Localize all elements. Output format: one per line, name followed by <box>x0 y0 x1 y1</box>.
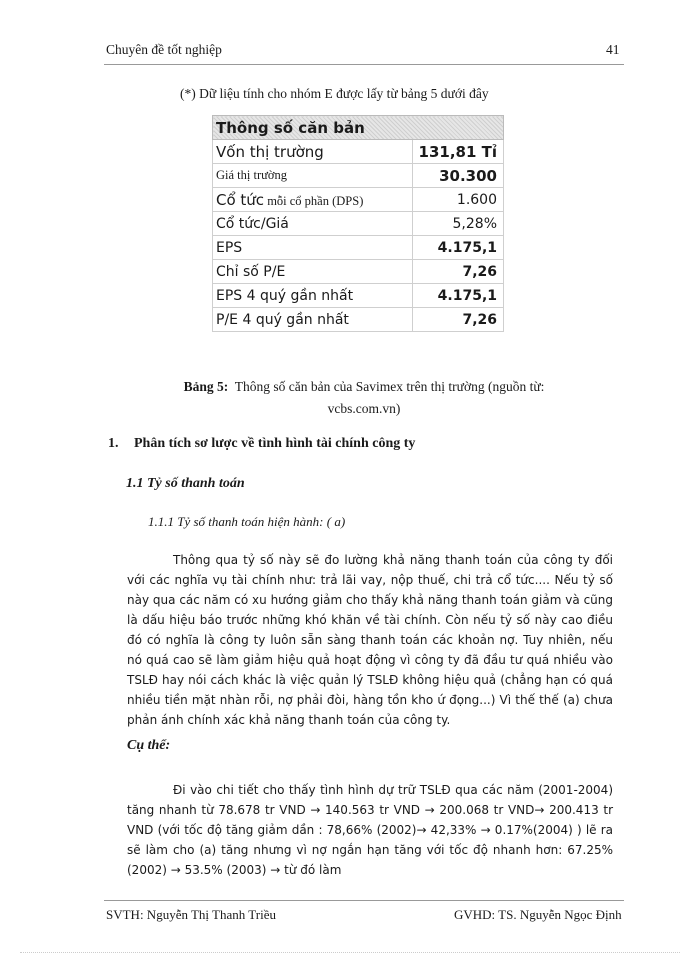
row-value: 7,26 <box>413 308 504 332</box>
body-paragraph-2: Đi vào chi tiết cho thấy tình hình dự trữ TSLĐ qua các năm (2001-2004) tăng nhanh từ 78.678 tr VND → 140.563 tr VND → 200.068 tr VND→ 200.413 tr VND (với tốc độ tăng giảm dần : 78,66% (2002)→ 42,33% → 0.17%(2004) ) lẽ ra sẽ làm cho (a) tăng nhưng vì nợ ngắn hạn tăng với tốc độ nhanh hơn: 67.25% (2002) → 53.5% (2003) → từ đó làm <box>127 783 613 877</box>
row-value: 4.175,1 <box>413 284 504 308</box>
row-label: Chỉ số P/E <box>213 260 413 284</box>
row-value: 30.300 <box>413 164 504 188</box>
subsubsection-heading: 1.1.1 Tỷ số thanh toán hiện hành: ( a) <box>148 514 346 529</box>
footer-advisor: GVHD: TS. Nguyễn Ngọc Định <box>454 907 622 922</box>
table-caption <box>104 376 624 420</box>
row-value: 7,26 <box>413 260 504 284</box>
row-label: Cổ tức/Giá <box>213 212 413 236</box>
row-label-sub: mỗi cổ phần (DPS) <box>264 193 364 208</box>
row-label-main: Cổ tức <box>216 190 265 209</box>
row-label: P/E 4 quý gần nhất <box>213 308 413 332</box>
cu-the-label: Cụ thể: <box>127 738 171 753</box>
subsection-heading: 1.1 Tỷ số thanh toán <box>126 476 245 491</box>
basic-parameters-table <box>212 115 504 332</box>
row-label: EPS <box>213 236 413 260</box>
caption-text: Thông số căn bản của Savimex trên thị trường (nguồn từ: <box>234 379 545 394</box>
running-header-title: Chuyên đề tốt nghiệp <box>106 42 222 57</box>
header-divider <box>104 64 624 65</box>
section-title: Phân tích sơ lược về tình hình tài chính công ty <box>134 436 416 451</box>
row-value: 1.600 <box>413 188 504 212</box>
body-paragraph <box>127 550 613 730</box>
table-row <box>213 260 504 284</box>
table-row <box>213 164 504 188</box>
row-value: 131,81 Tỉ <box>413 140 504 164</box>
table-header-row <box>213 116 504 140</box>
page-number: 41 <box>606 42 620 57</box>
row-value: 4.175,1 <box>413 236 504 260</box>
table-row <box>213 236 504 260</box>
row-label: Giá thị trường <box>213 164 413 188</box>
row-value: 5,28% <box>413 212 504 236</box>
row-label <box>213 188 413 212</box>
table-row <box>213 188 504 212</box>
table-row <box>213 140 504 164</box>
section-heading-1 <box>108 436 415 452</box>
table-row <box>213 212 504 236</box>
section-number: 1. <box>108 436 119 451</box>
row-label: EPS 4 quý gần nhất <box>213 284 413 308</box>
page-edge <box>20 952 680 953</box>
row-label: Vốn thị trường <box>213 140 413 164</box>
table-heading: Thông số căn bản <box>213 116 504 140</box>
footer-student: SVTH: Nguyễn Thị Thanh Triều <box>106 907 276 922</box>
data-source-note: (*) Dữ liệu tính cho nhóm E được lấy từ bảng 5 dưới đây <box>180 86 489 101</box>
table-row <box>213 284 504 308</box>
footer-divider <box>104 900 624 901</box>
caption-source: vcbs.com.vn) <box>327 401 401 416</box>
paragraph-text: Thông qua tỷ số này sẽ đo lường khả năng thanh toán của công ty đối với các nghĩa vụ tài chính như: trả lãi vay, nộp thuế, chi trả cổ tức.... Nếu tỷ số này qua các năm có xu hướng giảm cho thấy khả năng thanh toán giảm và cũng là dấu hiệu báo trước những khó khăn về tài chính. Còn nếu tỷ số này cao điều đó có nghĩa là công ty luôn sẵn sàng thanh toán các khoản nợ. Tuy nhiên, nếu nó quá cao sẽ làm giảm hiệu quả hoạt động vì công ty đã đầu tư quá nhiều vào TSLĐ hay nói cách khác là việc quản lý TSLĐ không hiệu quả (chẳng hạn có quá nhiều tiền mặt nhàn rỗi, nợ phải đòi, hàng tồn kho ứ đọng...) Vì thế thế (a) chưa phản ánh chính xác khả năng thanh toán của công ty. <box>127 553 613 727</box>
caption-label: Bảng 5: <box>183 379 229 394</box>
table-row <box>213 308 504 332</box>
